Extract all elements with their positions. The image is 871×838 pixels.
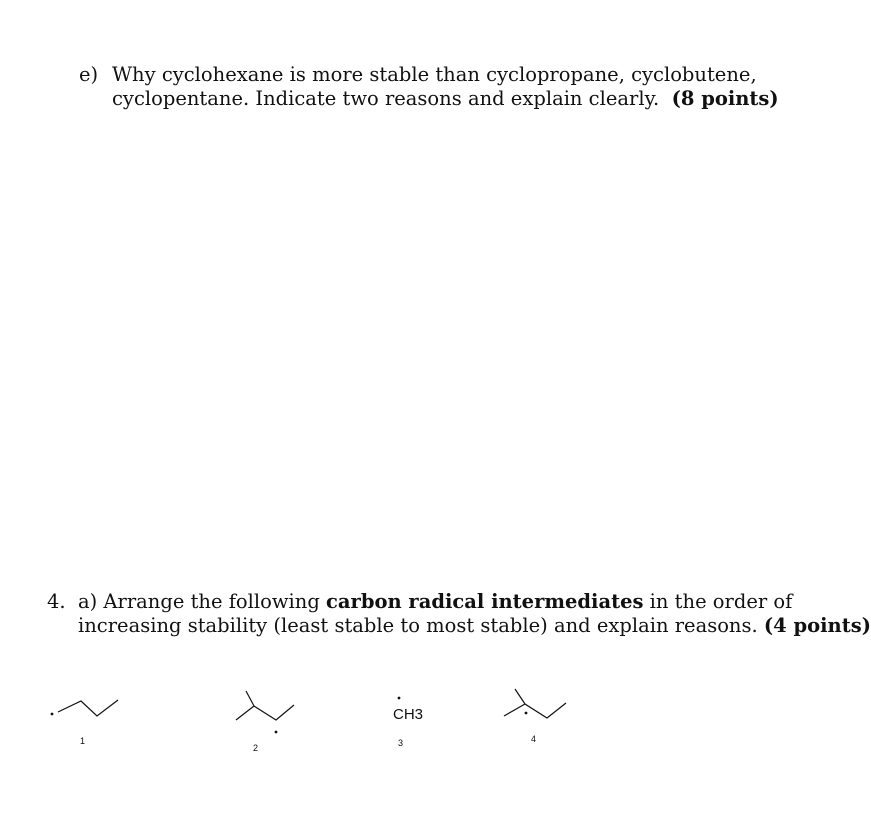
molecule-4-number: 4 xyxy=(531,734,537,744)
molecule-2-number: 2 xyxy=(253,743,259,753)
molecule-3-formula: CH3 xyxy=(393,706,424,723)
molecule-1-number: 1 xyxy=(80,736,86,746)
question-4-part-a-end: in the order of xyxy=(643,590,793,613)
question-e-label: e) xyxy=(79,63,99,86)
question-4-number: 4. xyxy=(47,590,66,613)
molecule-4-bond-branch xyxy=(504,704,525,716)
question-e-line1: Why cyclohexane is more stable than cyclopropane, cyclobutene, xyxy=(112,63,757,86)
question-4-part-a-start: a) Arrange the following xyxy=(78,590,327,613)
radical-dot-4 xyxy=(525,712,528,715)
molecule-3-number: 3 xyxy=(398,738,404,748)
question-e-line2-text: cyclopentane. Indicate two reasons and explain clearly. xyxy=(112,87,660,110)
question-4-line2-text: increasing stability (least stable to most stable) and explain reasons. xyxy=(78,614,758,637)
question-4-points: (4 points) xyxy=(763,614,871,637)
question-4-bold-phrase: carbon radical intermediates xyxy=(326,590,644,613)
question-e-points: (8 points) xyxy=(671,87,779,110)
molecule-4-bonds-main xyxy=(515,689,566,718)
